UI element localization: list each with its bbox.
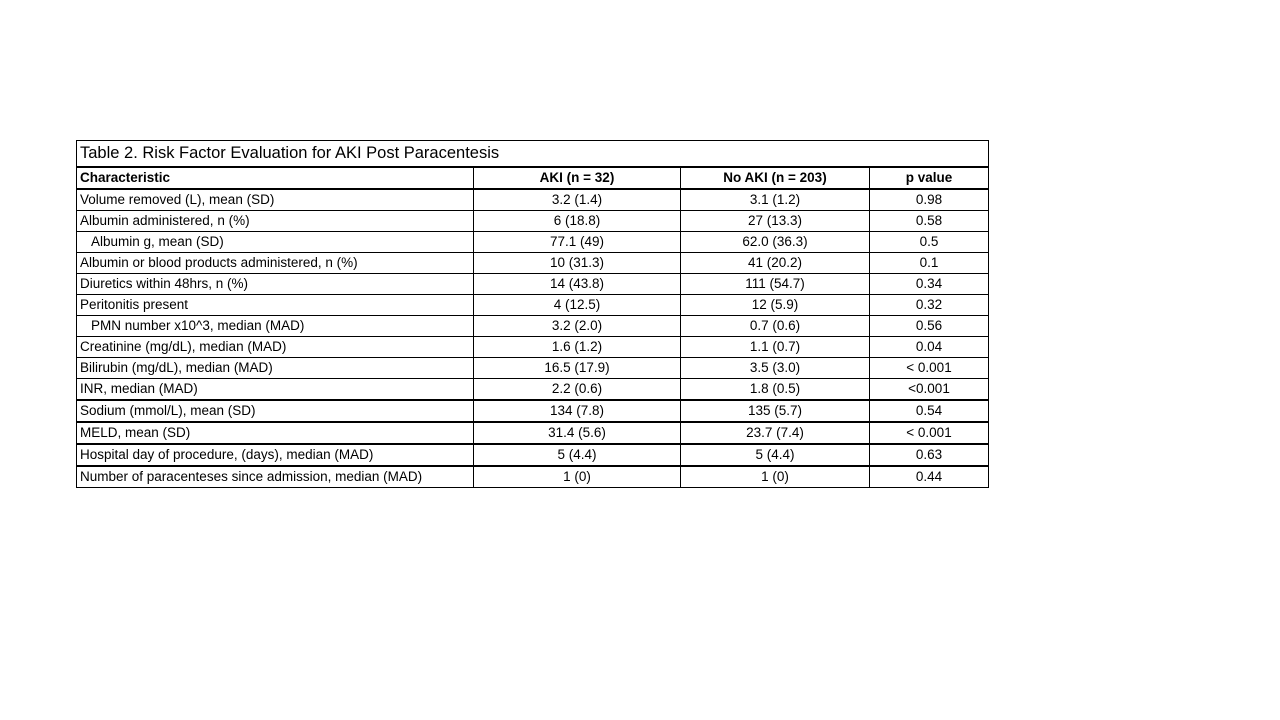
table-row (77, 400, 989, 422)
row-label: Bilirubin (mg/dL), median (MAD) (77, 358, 474, 379)
row-p-value: 0.5 (870, 232, 989, 253)
table-row (77, 274, 989, 295)
row-no-aki-value: 1.1 (0.7) (681, 337, 870, 358)
row-label: PMN number x10^3, median (MAD) (77, 316, 474, 337)
row-label: INR, median (MAD) (77, 379, 474, 401)
row-no-aki-value: 23.7 (7.4) (681, 422, 870, 444)
row-aki-value: 134 (7.8) (474, 400, 681, 422)
row-label: Albumin administered, n (%) (77, 211, 474, 232)
row-aki-value: 1 (0) (474, 466, 681, 488)
row-p-value: 0.63 (870, 444, 989, 466)
row-p-value: 0.04 (870, 337, 989, 358)
table-row (77, 379, 989, 401)
row-p-value: <0.001 (870, 379, 989, 401)
row-aki-value: 77.1 (49) (474, 232, 681, 253)
table-row (77, 466, 989, 488)
row-aki-value: 4 (12.5) (474, 295, 681, 316)
row-p-value: 0.32 (870, 295, 989, 316)
row-aki-value: 14 (43.8) (474, 274, 681, 295)
header-aki: AKI (n = 32) (474, 167, 681, 189)
table-row (77, 232, 989, 253)
row-no-aki-value: 62.0 (36.3) (681, 232, 870, 253)
header-row (77, 167, 989, 189)
row-p-value: 0.56 (870, 316, 989, 337)
table-row (77, 422, 989, 444)
risk-factor-table (76, 140, 989, 488)
table-row (77, 337, 989, 358)
table-row (77, 211, 989, 232)
row-p-value: < 0.001 (870, 358, 989, 379)
row-aki-value: 2.2 (0.6) (474, 379, 681, 401)
row-aki-value: 3.2 (1.4) (474, 189, 681, 211)
row-label: Number of paracenteses since admission, median (MAD) (77, 466, 474, 488)
table-row (77, 358, 989, 379)
row-aki-value: 31.4 (5.6) (474, 422, 681, 444)
row-label: Creatinine (mg/dL), median (MAD) (77, 337, 474, 358)
row-aki-value: 3.2 (2.0) (474, 316, 681, 337)
row-label: Diuretics within 48hrs, n (%) (77, 274, 474, 295)
row-no-aki-value: 27 (13.3) (681, 211, 870, 232)
row-aki-value: 6 (18.8) (474, 211, 681, 232)
row-p-value: 0.34 (870, 274, 989, 295)
row-p-value: 0.98 (870, 189, 989, 211)
row-label: Peritonitis present (77, 295, 474, 316)
table-title: Table 2. Risk Factor Evaluation for AKI Post Paracentesis (77, 141, 989, 168)
row-aki-value: 16.5 (17.9) (474, 358, 681, 379)
row-no-aki-value: 5 (4.4) (681, 444, 870, 466)
header-characteristic: Characteristic (77, 167, 474, 189)
row-p-value: < 0.001 (870, 422, 989, 444)
table-row (77, 444, 989, 466)
row-label: Volume removed (L), mean (SD) (77, 189, 474, 211)
row-no-aki-value: 1 (0) (681, 466, 870, 488)
row-aki-value: 1.6 (1.2) (474, 337, 681, 358)
header-p-value: p value (870, 167, 989, 189)
row-p-value: 0.44 (870, 466, 989, 488)
row-label: Albumin or blood products administered, n (%) (77, 253, 474, 274)
table-row (77, 189, 989, 211)
row-no-aki-value: 3.1 (1.2) (681, 189, 870, 211)
header-no-aki: No AKI (n = 203) (681, 167, 870, 189)
row-no-aki-value: 12 (5.9) (681, 295, 870, 316)
row-p-value: 0.58 (870, 211, 989, 232)
row-label: Sodium (mmol/L), mean (SD) (77, 400, 474, 422)
row-no-aki-value: 1.8 (0.5) (681, 379, 870, 401)
row-label: MELD, mean (SD) (77, 422, 474, 444)
row-no-aki-value: 0.7 (0.6) (681, 316, 870, 337)
table-row (77, 295, 989, 316)
table-row (77, 316, 989, 337)
risk-factor-table-container (76, 140, 988, 488)
row-no-aki-value: 3.5 (3.0) (681, 358, 870, 379)
row-no-aki-value: 135 (5.7) (681, 400, 870, 422)
row-no-aki-value: 41 (20.2) (681, 253, 870, 274)
row-p-value: 0.54 (870, 400, 989, 422)
row-label: Hospital day of procedure, (days), median (MAD) (77, 444, 474, 466)
row-label: Albumin g, mean (SD) (77, 232, 474, 253)
row-no-aki-value: 111 (54.7) (681, 274, 870, 295)
row-p-value: 0.1 (870, 253, 989, 274)
table-row (77, 253, 989, 274)
row-aki-value: 10 (31.3) (474, 253, 681, 274)
row-aki-value: 5 (4.4) (474, 444, 681, 466)
